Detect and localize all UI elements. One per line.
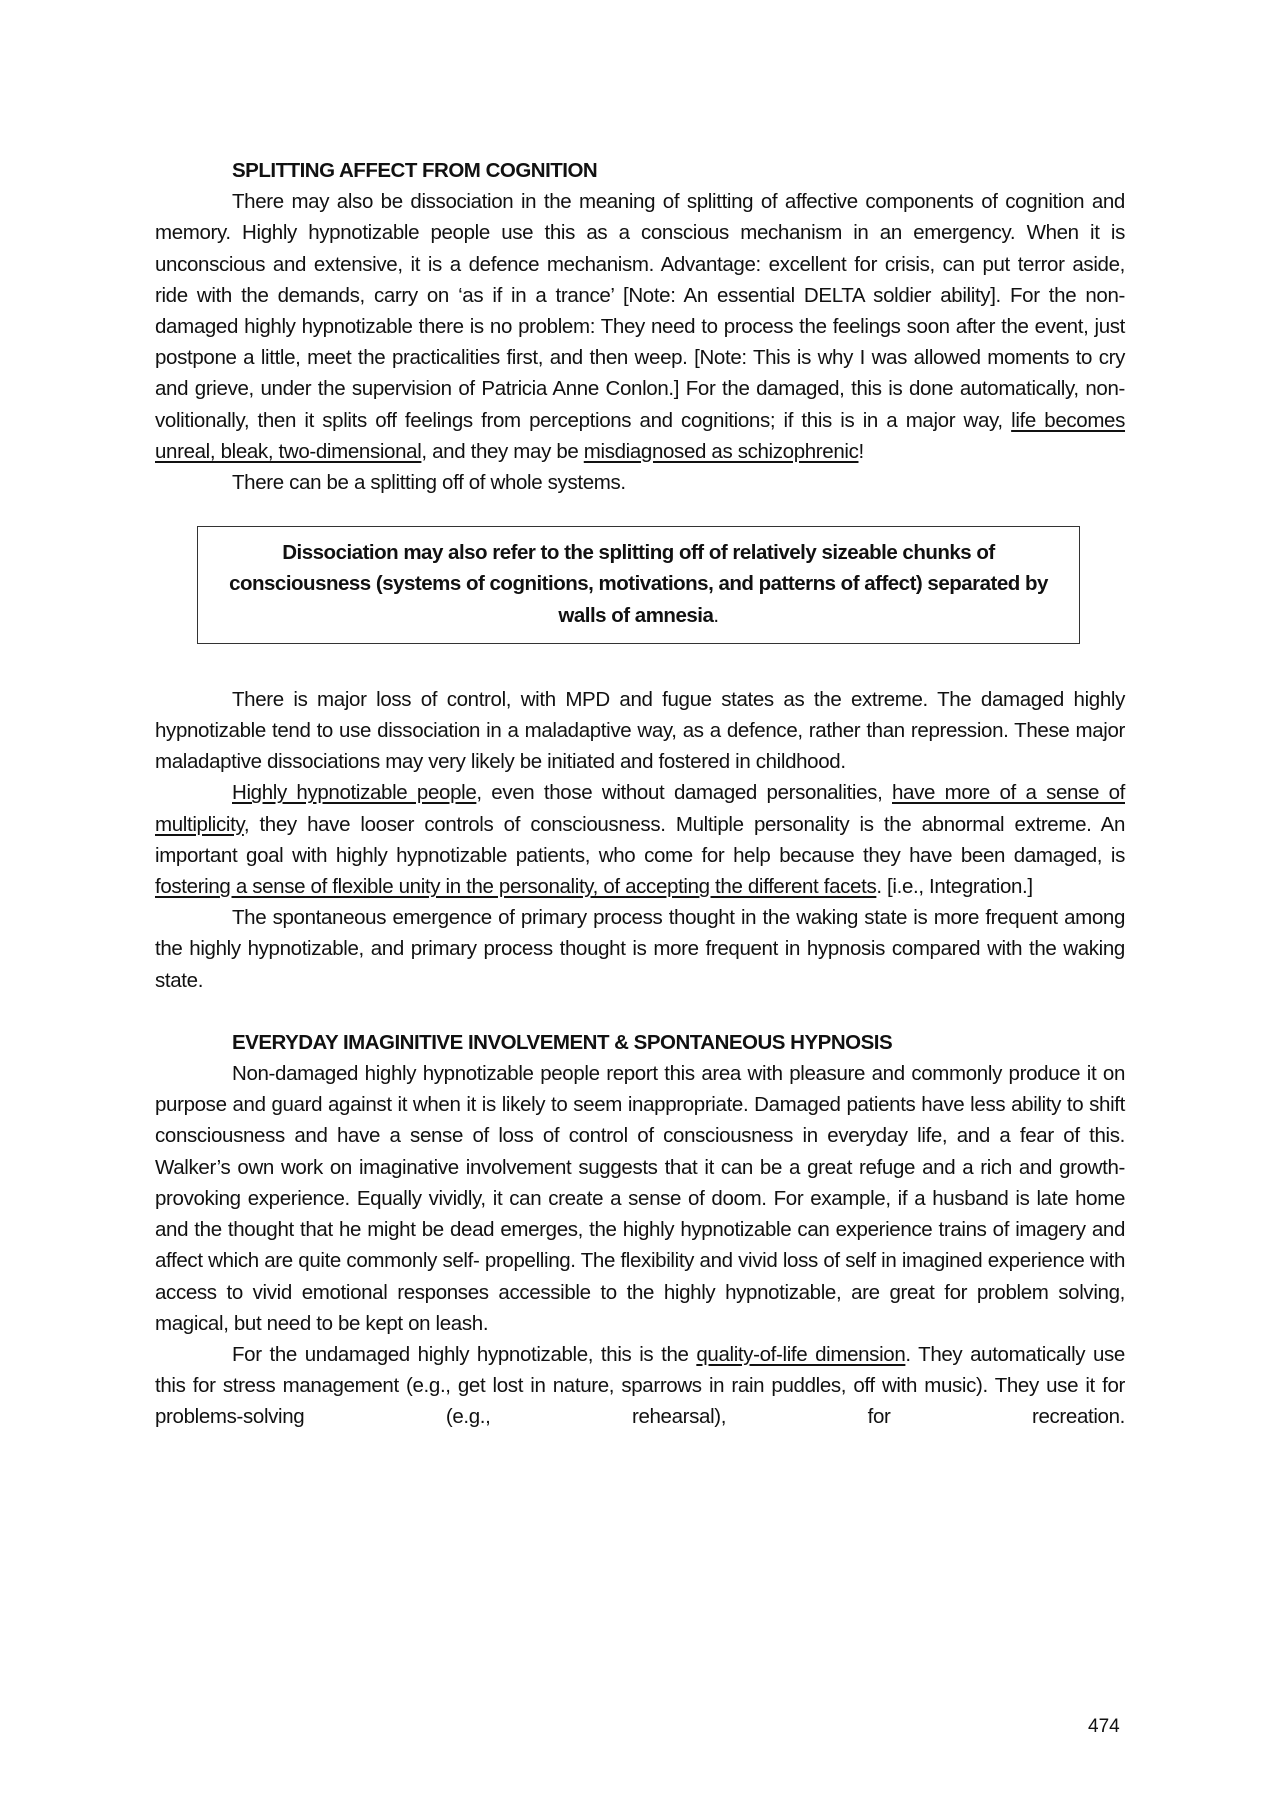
underlined-phrase: fostering a sense of flexible unity in the personality, of accepting the different facets [155, 875, 877, 899]
text: , and they may be [421, 439, 584, 463]
paragraph [155, 777, 1125, 902]
paragraph: There is major loss of control, with MPD and fugue states as the extreme. The damaged highly hypnotizable tend to use dissociation in a maladaptive way, as a defence, rather than repression. These major maladaptive dissociations may very likely be initiated and fostered in childhood. [155, 687, 1125, 774]
text: , they have looser controls of consciousness. Multiple personality is the abnormal extreme. An important goal with highly hypnotizable patients, who come for help because they have been damaged, is [155, 812, 1125, 867]
page-body [155, 155, 1125, 1433]
paragraph [155, 186, 1125, 467]
underlined-phrase: Highly hypnotizable people [232, 781, 477, 805]
text: For the undamaged highly hypnotizable, this is the [232, 1342, 697, 1366]
spacer [155, 996, 1125, 1027]
callout-text: Dissociation may also refer to the splitting off of relatively sizeable chunks of consciousness (systems of cognitions, motivations, and patterns of affect) separated by walls of amnesia [229, 541, 1048, 627]
paragraph: There can be a splitting off of whole systems. [232, 471, 626, 495]
paragraph [155, 1339, 1125, 1433]
spacer [155, 644, 1125, 684]
text: . They automatically use this for stress management (e.g., get lost in nature, sparrows in rain puddles, off with music). They use it for problems-solving (e.g., rehearsal), for recreation. [155, 1342, 1125, 1429]
callout-period: . [713, 603, 719, 627]
underlined-phrase: life becomes unreal, bleak, two-dimensional [155, 408, 1126, 463]
text: , even those without damaged personalities, [476, 781, 892, 805]
text: There may also be dissociation in the meaning of splitting of affective components of cognition and memory. Highly hypnotizable people use this as a conscious mechanism in an emergency. When it is unconscious and extensive, it is a defence mechanism. Advantage: excellent for crisis, can put terror aside, ride with the demands, carry on ‘as if in a trance’ [Note: An essential DELTA soldier ability]. For the non-damaged highly hypnotizable there is no problem: They need to process the feelings soon after the event, just postpone a little, meet the practicalities first, and then weep. [Note: This is why I was allowed moments to cry and grieve, under the supervision of Patricia Anne Conlon.] For the damaged, this is done automatically, non-volitionally, then it splits off feelings from perceptions and cognitions; if this is in a major way, [155, 190, 1125, 432]
text: ! [858, 439, 864, 463]
underlined-phrase: quality-of-life dimension [696, 1342, 906, 1366]
underlined-phrase: misdiagnosed as schizophrenic [583, 439, 859, 463]
page-number: 474 [1088, 1716, 1120, 1737]
underlined-phrase: have more of a sense of multiplicity [155, 781, 1125, 836]
callout-box [197, 526, 1080, 644]
paragraph: The spontaneous emergence of primary process thought in the waking state is more frequent among the highly hypnotizable, and primary process thought is more frequent in hypnosis compared with the waking state. [155, 906, 1125, 992]
section-heading-splitting-affect: SPLITTING AFFECT FROM COGNITION [232, 159, 598, 182]
text: . [i.e., Integration.] [876, 875, 1033, 899]
paragraph: Non-damaged highly hypnotizable people report this area with pleasure and commonly produce it on purpose and guard against it when it is likely to seem inappropriate. Damaged patients have less ability to shift consciousness and have a sense of loss of control of consciousness in everyday life, and a fear of this. Walker’s own work on imaginative involvement suggests that it can be a great refuge and a rich and growth-provoking experience. Equally vividly, it can create a sense of doom. For example, if a husband is late home and the thought that he might be dead emerges, the highly hypnotizable can experience trains of imagery and affect which are quite commonly self- propelling. The flexibility and vivid loss of self in imagined experience with access to vivid emotional responses accessible to the highly hypnotizable, are great for problem solving, magical, but need to be kept on leash. [155, 1062, 1125, 1335]
section-heading-everyday-imaginitive: EVERYDAY IMAGINITIVE INVOLVEMENT & SPONTANEOUS HYPNOSIS [232, 1030, 893, 1054]
